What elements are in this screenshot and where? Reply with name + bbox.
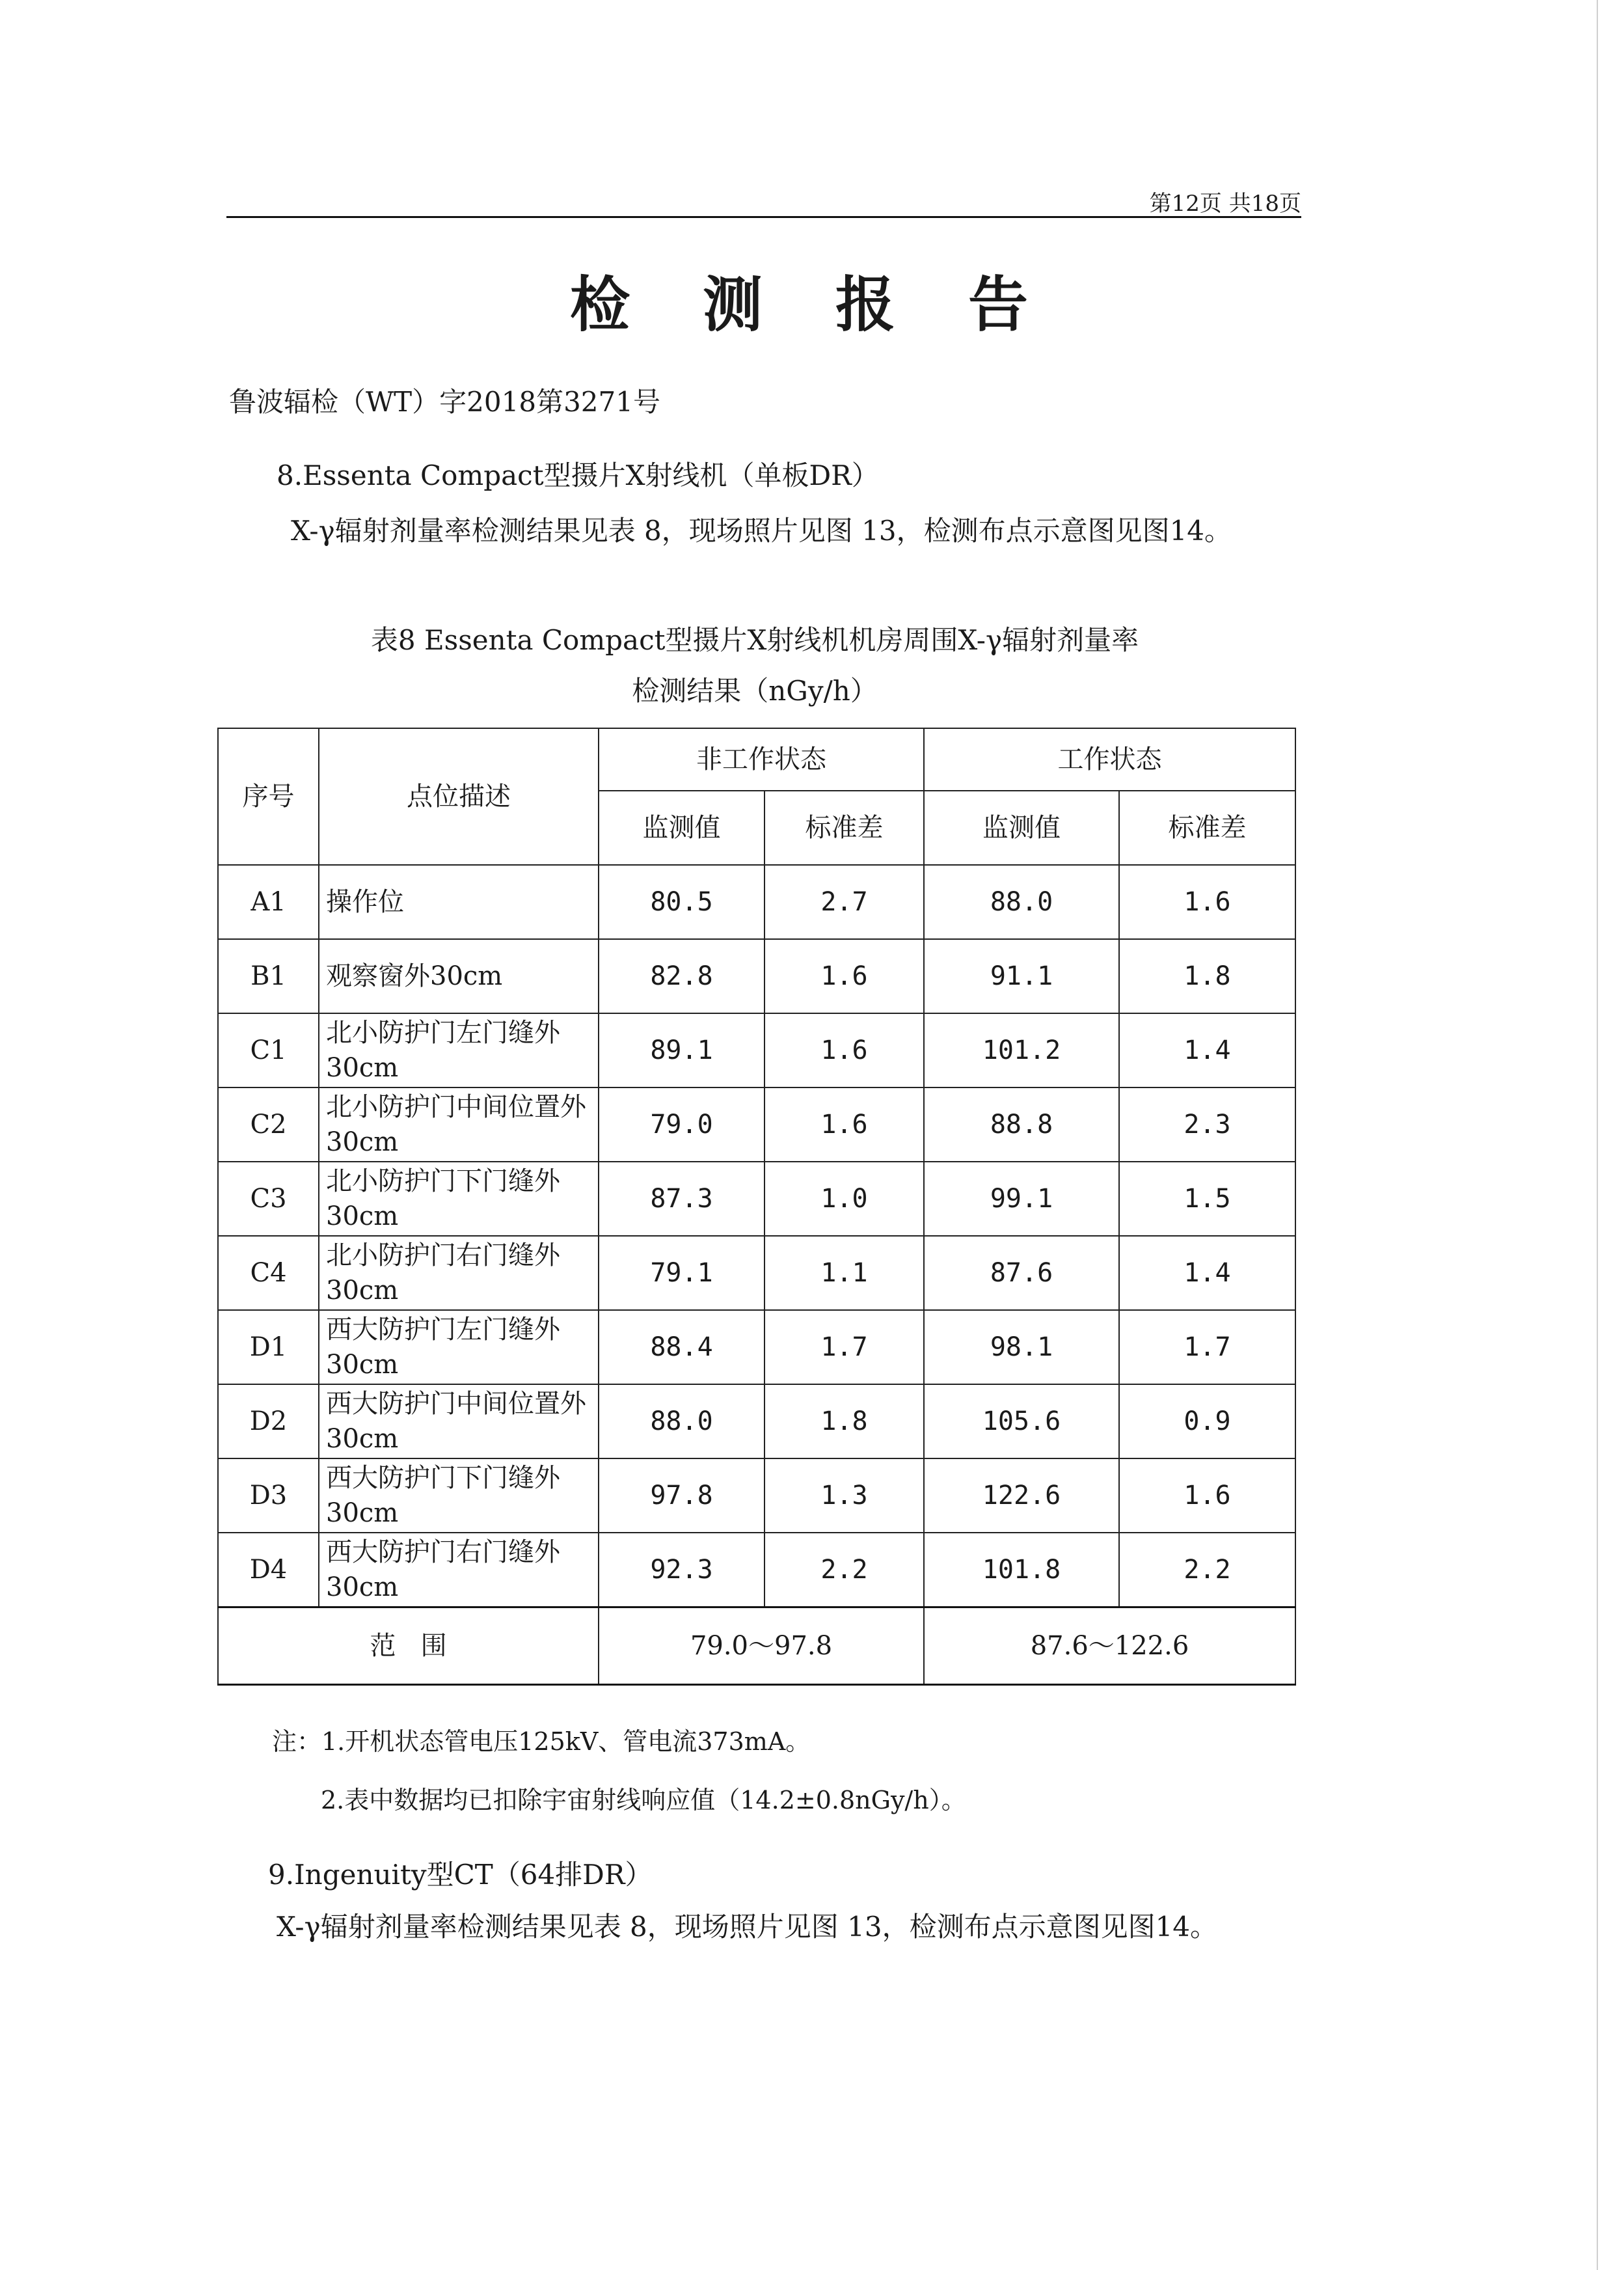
row-id: D4 xyxy=(218,1533,319,1607)
row-on-value: 105.6 xyxy=(924,1384,1119,1458)
row-id: C3 xyxy=(218,1162,319,1236)
row-id: C2 xyxy=(218,1087,319,1162)
row-off-value: 87.3 xyxy=(599,1162,765,1236)
table-row xyxy=(218,1013,1295,1087)
range-off: 79.0～97.8 xyxy=(599,1607,924,1685)
row-on-value: 101.2 xyxy=(924,1013,1119,1087)
row-on-value: 99.1 xyxy=(924,1162,1119,1236)
row-off-value: 92.3 xyxy=(599,1533,765,1607)
row-on-value: 122.6 xyxy=(924,1458,1119,1533)
table-note-1: 注：1.开机状态管电压125kV、管电流373mA。 xyxy=(272,1727,811,1756)
row-desc: 操作位 xyxy=(319,865,599,939)
row-off-std: 2.2 xyxy=(765,1533,924,1607)
table-row xyxy=(218,939,1295,1013)
row-off-value: 89.1 xyxy=(599,1013,765,1087)
row-on-std: 1.6 xyxy=(1119,865,1295,939)
row-off-value: 88.0 xyxy=(599,1384,765,1458)
row-on-std: 2.3 xyxy=(1119,1087,1295,1162)
row-on-std: 1.8 xyxy=(1119,939,1295,1013)
header-on-std: 标准差 xyxy=(1119,791,1295,865)
scan-edge-line xyxy=(1597,0,1598,2270)
document-title: 检 测 报 告 xyxy=(569,269,1055,340)
row-desc: 北小防护门右门缝外30cm xyxy=(319,1236,599,1310)
row-off-std: 1.6 xyxy=(765,939,924,1013)
table-row xyxy=(218,1087,1295,1162)
row-on-std: 1.7 xyxy=(1119,1310,1295,1384)
row-off-std: 2.7 xyxy=(765,865,924,939)
table-caption-line-1: 表8 Essenta Compact型摄片X射线机机房周围X-γ辐射剂量率 xyxy=(370,624,1139,656)
row-off-value: 97.8 xyxy=(599,1458,765,1533)
header-off-std: 标准差 xyxy=(765,791,924,865)
row-desc: 西大防护门下门缝外30cm xyxy=(319,1458,599,1533)
row-off-value: 79.1 xyxy=(599,1236,765,1310)
row-on-std: 1.6 xyxy=(1119,1458,1295,1533)
row-off-value: 88.4 xyxy=(599,1310,765,1384)
table-row xyxy=(218,1384,1295,1458)
row-desc: 北小防护门左门缝外30cm xyxy=(319,1013,599,1087)
row-desc: 北小防护门中间位置外30cm xyxy=(319,1087,599,1162)
row-id: D2 xyxy=(218,1384,319,1458)
row-off-std: 1.0 xyxy=(765,1162,924,1236)
row-off-std: 1.8 xyxy=(765,1384,924,1458)
range-on: 87.6～122.6 xyxy=(924,1607,1295,1685)
section-9-heading: 9.Ingenuity型CT（64排DR） xyxy=(268,1859,653,1891)
header-seq: 序号 xyxy=(218,728,319,865)
table-note-2: 2.表中数据均已扣除宇宙射线响应值（14.2±0.8nGy/h）。 xyxy=(321,1786,966,1814)
table-row xyxy=(218,1310,1295,1384)
table-row xyxy=(218,1533,1295,1607)
section-9-body: X-γ辐射剂量率检测结果见表 8，现场照片见图 13，检测布点示意图见图14。 xyxy=(277,1911,1218,1943)
section-8-heading: 8.Essenta Compact型摄片X射线机（单板DR） xyxy=(277,459,879,491)
row-id: C1 xyxy=(218,1013,319,1087)
row-on-value: 87.6 xyxy=(924,1236,1119,1310)
row-off-value: 80.5 xyxy=(599,865,765,939)
table-caption xyxy=(0,615,1509,717)
row-on-value: 88.8 xyxy=(924,1087,1119,1162)
range-row xyxy=(218,1607,1295,1685)
row-id: D1 xyxy=(218,1310,319,1384)
row-off-std: 1.1 xyxy=(765,1236,924,1310)
table-row xyxy=(218,1458,1295,1533)
table-caption-line-2: 检测结果（nGy/h） xyxy=(632,675,878,707)
table-row xyxy=(218,1162,1295,1236)
row-id: C4 xyxy=(218,1236,319,1310)
row-off-value: 79.0 xyxy=(599,1087,765,1162)
page-number: 第12页 共18页 xyxy=(1149,191,1301,217)
results-table xyxy=(217,728,1296,1686)
table-row xyxy=(218,865,1295,939)
row-id: D3 xyxy=(218,1458,319,1533)
row-desc: 西大防护门中间位置外30cm xyxy=(319,1384,599,1458)
row-desc: 观察窗外30cm xyxy=(319,939,599,1013)
row-on-value: 101.8 xyxy=(924,1533,1119,1607)
header-off-state: 非工作状态 xyxy=(599,728,924,791)
row-desc: 西大防护门右门缝外30cm xyxy=(319,1533,599,1607)
row-off-value: 82.8 xyxy=(599,939,765,1013)
section-8-body: X-γ辐射剂量率检测结果见表 8，现场照片见图 13，检测布点示意图见图14。 xyxy=(291,515,1232,547)
row-off-std: 1.7 xyxy=(765,1310,924,1384)
row-on-std: 2.2 xyxy=(1119,1533,1295,1607)
row-on-std: 0.9 xyxy=(1119,1384,1295,1458)
row-on-std: 1.4 xyxy=(1119,1013,1295,1087)
row-id: A1 xyxy=(218,865,319,939)
header-desc: 点位描述 xyxy=(319,728,599,865)
row-on-std: 1.5 xyxy=(1119,1162,1295,1236)
row-desc: 北小防护门下门缝外30cm xyxy=(319,1162,599,1236)
header-off-value: 监测值 xyxy=(599,791,765,865)
range-label: 范 围 xyxy=(218,1607,599,1685)
row-on-value: 91.1 xyxy=(924,939,1119,1013)
header-on-value: 监测值 xyxy=(924,791,1119,865)
header-on-state: 工作状态 xyxy=(924,728,1295,791)
report-number: 鲁波辐检（WT）字2018第3271号 xyxy=(229,386,660,418)
row-off-std: 1.6 xyxy=(765,1087,924,1162)
row-on-value: 98.1 xyxy=(924,1310,1119,1384)
row-id: B1 xyxy=(218,939,319,1013)
row-on-value: 88.0 xyxy=(924,865,1119,939)
table-row xyxy=(218,1236,1295,1310)
header-divider xyxy=(226,216,1301,218)
row-off-std: 1.6 xyxy=(765,1013,924,1087)
row-off-std: 1.3 xyxy=(765,1458,924,1533)
row-on-std: 1.4 xyxy=(1119,1236,1295,1310)
row-desc: 西大防护门左门缝外30cm xyxy=(319,1310,599,1384)
